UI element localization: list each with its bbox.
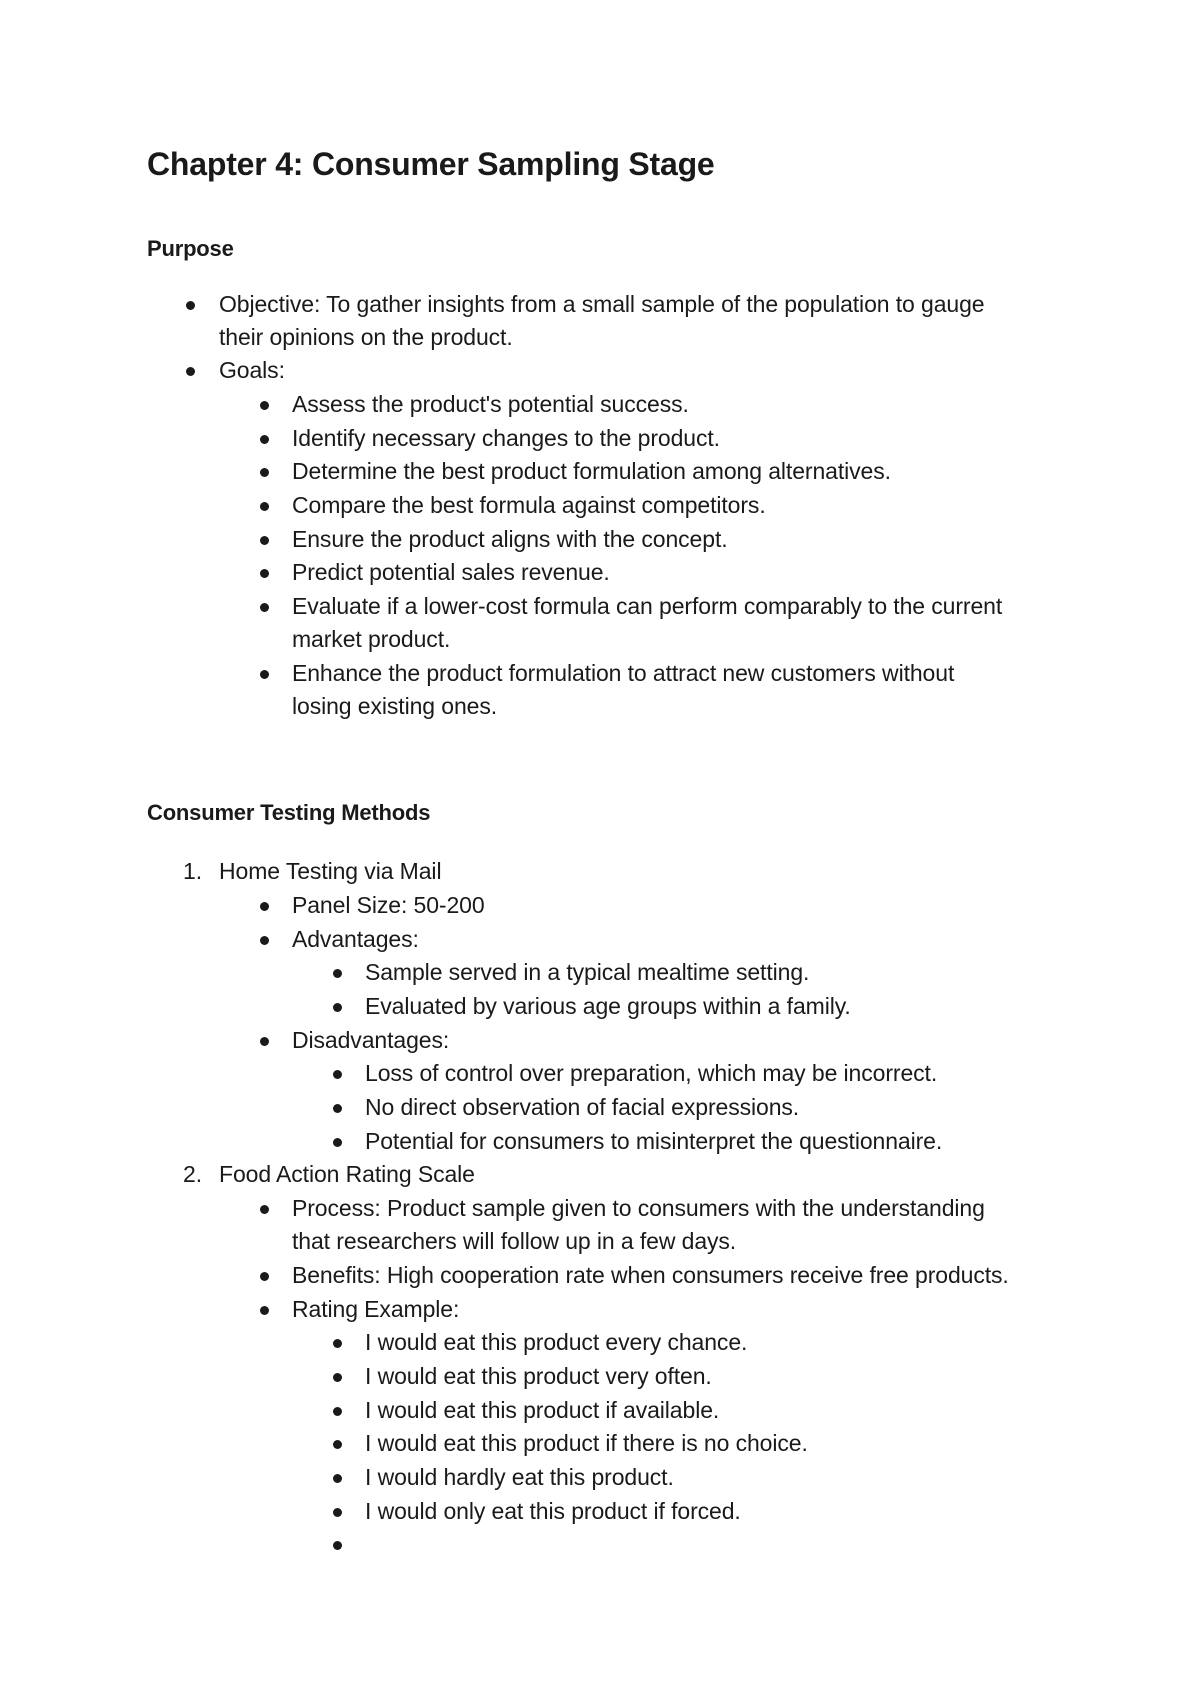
bullet-icon <box>260 670 269 679</box>
objective-line-2: their opinions on the product. <box>219 324 513 350</box>
goal-item: Assess the product's potential success. <box>292 391 689 417</box>
goals-label: Goals: <box>219 357 285 383</box>
purpose-heading: Purpose <box>147 236 234 261</box>
bullet-icon <box>186 367 195 376</box>
goal-item: Ensure the product aligns with the concept. <box>292 526 728 552</box>
goal-item: Determine the best product formulation among alternatives. <box>292 458 891 484</box>
bullet-icon <box>260 435 269 444</box>
bullet-icon <box>186 301 195 310</box>
bullet-icon <box>260 1037 269 1046</box>
page-title: Chapter 4: Consumer Sampling Stage <box>147 146 715 182</box>
bullet-icon <box>333 1070 342 1079</box>
disadvantage-item: Potential for consumers to misinterpret the questionnaire. <box>365 1128 943 1154</box>
bullet-icon <box>333 1474 342 1483</box>
disadvantages-label: Disadvantages: <box>292 1027 450 1053</box>
method-1-label: Home Testing via Mail <box>219 858 442 884</box>
rating-item: I would eat this product if available. <box>365 1397 720 1423</box>
bullet-icon <box>333 1339 342 1348</box>
objective-line-1: Objective: To gather insights from a small sample of the population to gauge <box>219 291 985 317</box>
goal-item: Predict potential sales revenue. <box>292 559 610 585</box>
bullet-icon <box>333 1440 342 1449</box>
bullet-icon <box>260 1272 269 1281</box>
bullet-icon <box>333 1104 342 1113</box>
goal-item-cont: market product. <box>292 626 451 652</box>
list-number: 2. <box>183 1161 203 1187</box>
rating-item: I would only eat this product if forced. <box>365 1498 741 1524</box>
bullet-icon <box>333 1508 342 1517</box>
goal-item: Enhance the product formulation to attract new customers without <box>292 660 955 686</box>
disadvantage-item: Loss of control over preparation, which may be incorrect. <box>365 1060 938 1086</box>
bullet-icon <box>333 1003 342 1012</box>
advantage-item: Sample served in a typical mealtime setting. <box>365 959 810 985</box>
disadvantage-item: No direct observation of facial expressions. <box>365 1094 800 1120</box>
method-2-label: Food Action Rating Scale <box>219 1161 475 1187</box>
rating-item: I would eat this product if there is no choice. <box>365 1430 808 1456</box>
goal-item: Evaluate if a lower-cost formula can perform comparably to the current <box>292 593 1003 619</box>
bullet-icon <box>260 603 269 612</box>
process-line-1: Process: Product sample given to consumers with the understanding <box>292 1195 985 1221</box>
methods-heading: Consumer Testing Methods <box>147 800 431 825</box>
bullet-icon <box>260 902 269 911</box>
bullet-icon <box>260 936 269 945</box>
bullet-icon <box>260 1306 269 1315</box>
bullet-icon <box>333 1138 342 1147</box>
bullet-icon <box>260 502 269 511</box>
bullet-icon <box>260 468 269 477</box>
bullet-icon <box>260 1205 269 1214</box>
goal-item-cont: losing existing ones. <box>292 693 498 719</box>
process-line-2: that researchers will follow up in a few days. <box>292 1228 737 1254</box>
panel-size: Panel Size: 50-200 <box>292 892 485 918</box>
advantage-item: Evaluated by various age groups within a family. <box>365 993 851 1019</box>
list-number: 1. <box>183 858 203 884</box>
rating-item: I would hardly eat this product. <box>365 1464 674 1490</box>
rating-item: I would eat this product every chance. <box>365 1329 748 1355</box>
advantages-label: Advantages: <box>292 926 419 952</box>
bullet-icon <box>260 569 269 578</box>
benefits-line: Benefits: High cooperation rate when consumers receive free products. <box>292 1262 1009 1288</box>
bullet-icon <box>333 1541 342 1550</box>
bullet-icon <box>333 969 342 978</box>
goal-item: Compare the best formula against competitors. <box>292 492 766 518</box>
rating-item: I would eat this product very often. <box>365 1363 712 1389</box>
bullet-icon <box>260 536 269 545</box>
bullet-icon <box>333 1407 342 1416</box>
goal-item: Identify necessary changes to the product. <box>292 425 720 451</box>
bullet-icon <box>260 401 269 410</box>
rating-label: Rating Example: <box>292 1296 460 1322</box>
bullet-icon <box>333 1373 342 1382</box>
